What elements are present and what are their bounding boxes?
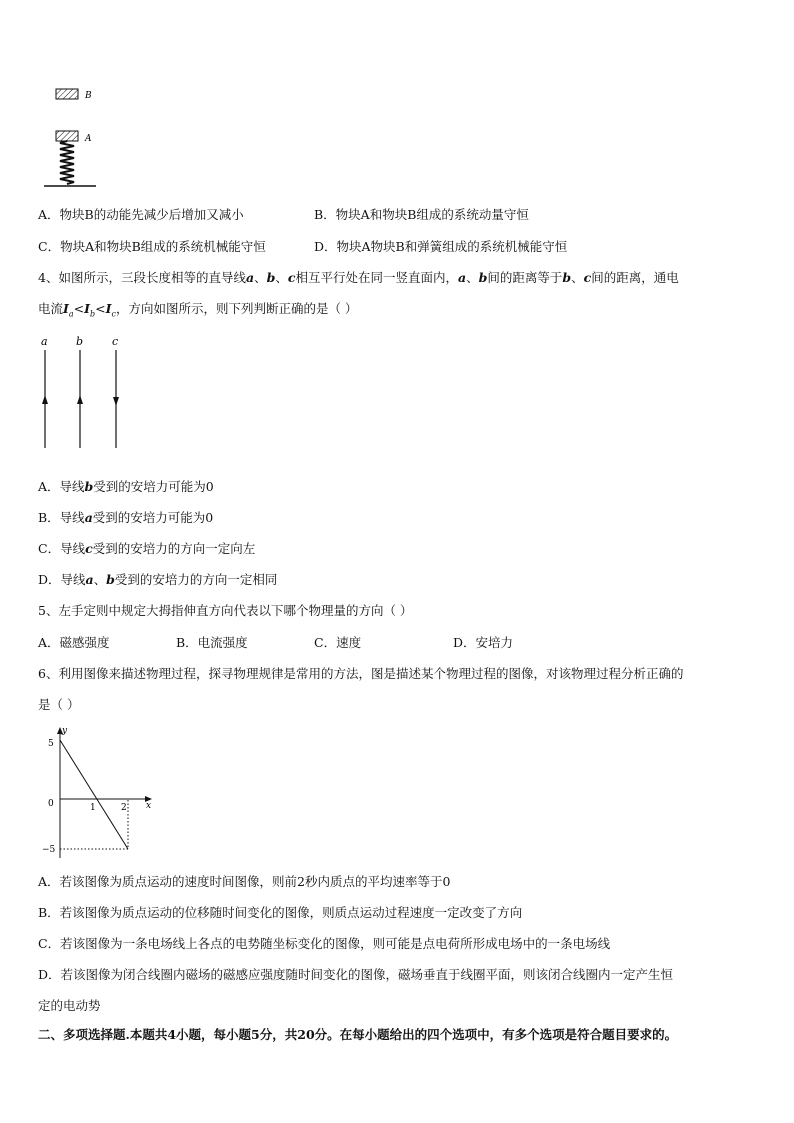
q5-option-a[interactable]: A．磁感强度 — [38, 635, 110, 650]
q3-option-b[interactable]: B．物块A和物块B组成的系统动量守恒 — [314, 207, 529, 222]
origin-label: 0 — [48, 799, 54, 809]
spring-block-figure — [38, 84, 108, 192]
spring — [60, 141, 74, 184]
q5-stem: 5、左手定则中规定大拇指伸直方向代表以下哪个物理量的方向（ ） — [38, 603, 413, 618]
q6-line-graph — [40, 724, 160, 860]
y-tick-top: 5 — [48, 739, 54, 749]
q6-option-c[interactable]: C．若该图像为一条电场线上各点的电势随坐标变化的图像，则可能是点电荷所形成电场中的一条电场线 — [38, 936, 611, 951]
q5-option-d[interactable]: D．安培力 — [453, 635, 514, 650]
q3-option-d[interactable]: D．物块A物块B和弹簧组成的系统机械能守恒 — [314, 239, 568, 254]
section2-heading: 二、多项选择题.本题共4小题，每小题5分，共20分。在每小题给出的四个选项中，有多个选项是符合题目要求的。 — [38, 1027, 678, 1042]
q5-option-c[interactable]: C．速度 — [314, 635, 362, 650]
wire-a-label: a — [41, 335, 48, 348]
q3-option-c[interactable]: C．物块A和物块B组成的系统机械能守恒 — [38, 239, 266, 254]
block-a-label: A — [85, 134, 92, 144]
x-tick-1: 1 — [90, 803, 96, 813]
q4-stem-line1: 4、如图所示，三段长度相等的直导线a、b、c相互平行处在同一竖直面内，a、b间的距离等于b、c间的距离，通电 — [38, 270, 679, 285]
q6-stem-line1: 6、利用图像来描述物理过程，探寻物理规律是常用的方法，图是描述某个物理过程的图像，对该物理过程分析正确的 — [38, 666, 684, 681]
x-axis-label: x — [146, 801, 152, 811]
q4-option-c[interactable]: C．导线c受到的安培力的方向一定向左 — [38, 541, 256, 556]
q4-stem-line2: 电流$I_a<I_b<I_c$，方向如图所示，则下列判断正确的是（ ） — [38, 301, 358, 319]
q4-option-d[interactable]: D．导线a、b受到的安培力的方向一定相同 — [38, 572, 278, 587]
parallel-wires-figure — [36, 332, 136, 452]
q4-option-b[interactable]: B．导线a受到的安培力可能为0 — [38, 510, 214, 525]
wire-b-arrow-up-icon — [77, 395, 83, 404]
q4-option-a[interactable]: A．导线b受到的安培力可能为0 — [38, 479, 214, 494]
q6-option-d-continued: 定的电动势 — [38, 998, 101, 1013]
q5-option-b[interactable]: B．电流强度 — [176, 635, 248, 650]
y-tick-bottom: −5 — [42, 845, 56, 855]
wire-c-arrow-down-icon — [113, 397, 119, 406]
block-a — [56, 131, 78, 141]
block-b — [56, 89, 78, 99]
q6-stem-line2: 是（ ） — [38, 697, 80, 712]
q6-option-b[interactable]: B．若该图像为质点运动的位移随时间变化的图像，则质点运动过程速度一定改变了方向 — [38, 905, 523, 920]
x-tick-2: 2 — [121, 803, 127, 813]
y-axis-label: y — [62, 726, 68, 736]
wire-a-arrow-up-icon — [42, 395, 48, 404]
wire-c-label: c — [112, 335, 119, 348]
block-b-label: B — [85, 91, 92, 101]
q6-option-d[interactable]: D．若该图像为闭合线圈内磁场的磁感应强度随时间变化的图像，磁场垂直于线圈平面，则该闭合线圈内一定产生恒 — [38, 967, 674, 982]
graph-line — [60, 740, 128, 849]
q6-option-a[interactable]: A．若该图像为质点运动的速度时间图像，则前2秒内质点的平均速率等于0 — [38, 874, 451, 889]
wire-b-label: b — [76, 335, 84, 348]
q3-option-a[interactable]: A．物块B的动能先减少后增加又减小 — [38, 207, 244, 222]
